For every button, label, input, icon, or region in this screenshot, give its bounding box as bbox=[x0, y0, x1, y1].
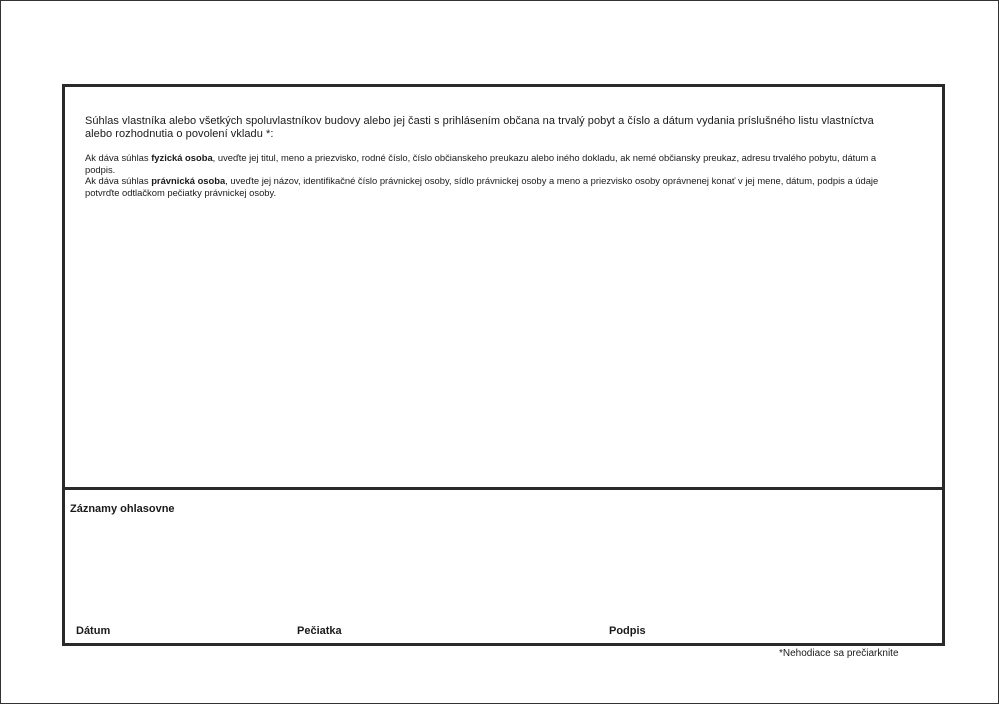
legal-person-bold: právnická osoba bbox=[151, 175, 226, 186]
natural-person-bold: fyzická osoba bbox=[151, 152, 213, 163]
signature-label: Podpis bbox=[609, 625, 646, 637]
stamp-label: Pečiatka bbox=[297, 625, 342, 637]
footnote: *Nehodiace sa prečiarknite bbox=[779, 648, 899, 659]
natural-person-instruction bbox=[85, 152, 885, 175]
legal-person-suffix: , uveďte jej názov, identifikačné číslo právnickej osoby, sídlo právnickej osoby a meno a priezvisko osoby oprávnenej konať v jej mene, dátum, podpis a údaje potvrďte odtlačkom pečiatky právnickej osoby. bbox=[85, 175, 879, 198]
legal-person-instruction bbox=[85, 175, 885, 198]
consent-heading: Súhlas vlastníka alebo všetkých spoluvlastníkov budovy alebo jej časti s prihlásením občana na trvalý pobyt a číslo a dátum vydania príslušného listu vlastníctva alebo rozhodnutia o povolení vkladu *: bbox=[85, 115, 874, 140]
consent-form bbox=[62, 84, 945, 646]
owner-consent-section bbox=[65, 87, 942, 490]
registry-records-section bbox=[65, 490, 942, 643]
legal-person-prefix: Ak dáva súhlas bbox=[85, 175, 152, 186]
records-title: Záznamy ohlasovne bbox=[70, 503, 175, 515]
date-label: Dátum bbox=[76, 625, 111, 637]
natural-person-prefix: Ak dáva súhlas bbox=[85, 152, 152, 163]
natural-person-suffix: , uveďte jej titul, meno a priezvisko, rodné číslo, číslo občianskeho preukazu alebo iného dokladu, ak nemé občiansky preukaz, adresu trvalého pobytu, dátum a podpis. bbox=[85, 152, 877, 175]
